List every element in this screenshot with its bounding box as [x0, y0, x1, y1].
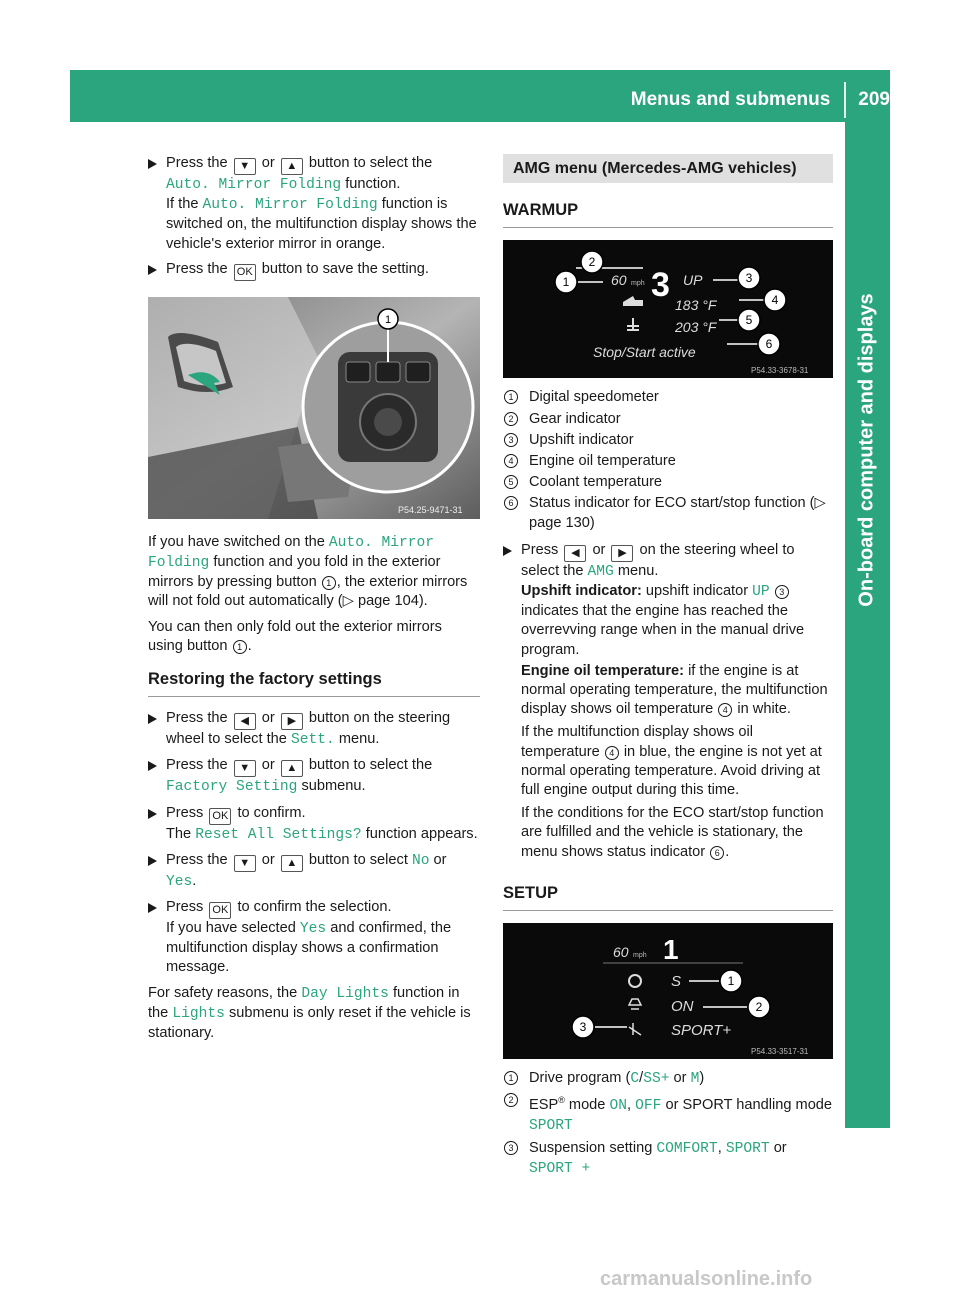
- down-key-icon: ▼: [234, 855, 256, 872]
- menu-code: Reset All Settings?: [195, 826, 362, 843]
- menu-code: UP: [752, 584, 770, 601]
- callout-1-icon: 1: [504, 1071, 518, 1085]
- svg-text:4: 4: [771, 293, 779, 308]
- left-key-icon: ◀: [564, 545, 586, 562]
- coolant-temp-value: 203 °F: [675, 319, 717, 336]
- callout-6-icon: 6: [504, 496, 518, 510]
- menu-code: Yes: [299, 921, 327, 938]
- callout-4-icon: 4: [718, 703, 732, 717]
- legend-item: 2 Gear indicator: [503, 410, 833, 429]
- oil-temp-value: 183 °F: [675, 297, 717, 314]
- step-select-sett-menu: Press the ◀ or ▶ button on the steering wheel to select the Sett. menu.: [148, 709, 480, 750]
- menu-code: Factory Setting: [166, 779, 298, 796]
- side-tab-marker: [849, 1054, 886, 1091]
- side-tab-label: On-board computer and displays: [855, 293, 878, 607]
- upshift-value: UP: [683, 272, 703, 289]
- down-key-icon: ▼: [234, 158, 256, 175]
- display-code: P54.33-3517-31: [751, 1047, 809, 1057]
- step-confirm-selection: Press OK to confirm the selection. If you have selected Yes and confirmed, the multifunction display shows a confirmation message.: [148, 898, 480, 978]
- step-confirm: Press OK to confirm. The Reset All Settings? function appears.: [148, 804, 480, 845]
- esp-value: ON: [671, 998, 694, 1016]
- ok-key-icon: OK: [209, 902, 231, 919]
- menu-code: Auto. Mirror Folding: [166, 177, 342, 193]
- header: [631, 82, 890, 118]
- legend-item: 6 Status indicator for ECO start/stop function (▷ page 130): [503, 494, 833, 532]
- header-separator: [844, 82, 846, 118]
- legend-item: 1 Digital speedometer: [503, 388, 833, 407]
- callout-1-icon: 1: [233, 640, 247, 654]
- callout-5-icon: 5: [504, 475, 518, 489]
- warmup-heading: WARMUP: [503, 201, 833, 228]
- up-key-icon: ▲: [281, 855, 303, 872]
- side-tab: [845, 122, 890, 1128]
- svg-text:5: 5: [745, 313, 753, 328]
- svg-text:3: 3: [745, 271, 753, 286]
- paragraph-safety: For safety reasons, the Day Lights function in the Lights submenu is only reset if the vehicle is stationary.: [148, 984, 471, 1042]
- ok-key-icon: OK: [209, 808, 231, 825]
- gear-value: 1: [663, 934, 679, 966]
- svg-text:1: 1: [562, 275, 570, 290]
- setup-display: [503, 923, 833, 1059]
- callout-6-icon: 6: [710, 846, 724, 860]
- callout-3-icon: 3: [504, 1141, 518, 1155]
- section-box-title: AMG menu (Mercedes-AMG vehicles): [503, 154, 833, 183]
- gear-value: 3: [651, 266, 670, 305]
- paragraph-fold-out: You can then only fold out the exterior mirrors using button 1 .: [148, 618, 442, 654]
- step-select-factory-setting: Press the ▼ or ▲ button to select the Factory Setting submenu.: [148, 756, 480, 797]
- step-save-setting: Press the OK button to save the setting.: [148, 260, 480, 281]
- menu-code: Day Lights: [301, 985, 389, 1002]
- svg-text:2: 2: [755, 1000, 763, 1015]
- left-column: [148, 154, 480, 1049]
- header-title: Menus and submenus: [630, 89, 831, 111]
- callout-2-icon: 2: [504, 1093, 518, 1107]
- svg-text:mph: mph: [633, 952, 647, 960]
- callout-1-icon: 1: [504, 390, 518, 404]
- legend-item: 4 Engine oil temperature: [503, 452, 833, 471]
- menu-code: Auto. Mirror Folding: [202, 197, 378, 214]
- right-key-icon: ▶: [611, 545, 633, 562]
- setup-heading: SETUP: [503, 884, 833, 911]
- svg-text:1: 1: [727, 974, 735, 989]
- ok-key-icon: OK: [234, 264, 256, 281]
- suspension-value: SPORT+: [671, 1022, 732, 1040]
- svg-text:mph: mph: [631, 280, 645, 288]
- svg-text:1: 1: [384, 313, 392, 326]
- menu-code: AMG: [587, 563, 614, 580]
- page-number: 209: [858, 89, 890, 111]
- legend-item: 2 ESP® mode ON, OFF or SPORT handling mode SPORT: [503, 1091, 833, 1136]
- warmup-legend: [503, 388, 833, 532]
- up-key-icon: ▲: [281, 760, 303, 777]
- callout-2-icon: 2: [504, 412, 518, 426]
- svg-text:3: 3: [579, 1020, 587, 1035]
- right-column: [503, 154, 833, 1187]
- status-value: Stop/Start active: [593, 344, 696, 361]
- mirror-switch-photo: [148, 297, 480, 519]
- svg-text:6: 6: [765, 337, 773, 352]
- legend-item: 3 Upshift indicator: [503, 431, 833, 450]
- watermark: carmanualsonline.info: [600, 1268, 813, 1290]
- photo-code: P54.25-9471-31: [398, 504, 463, 515]
- speed-value: 60: [613, 944, 629, 961]
- legend-item: 1 Drive program (C/SS+ or M): [503, 1069, 833, 1089]
- menu-code: No: [411, 852, 430, 869]
- callout-1-icon: 1: [322, 576, 336, 590]
- svg-text:2: 2: [588, 255, 596, 270]
- step-select-amg-menu: Press ◀ or ▶ on the steering wheel to select the AMG menu. Upshift indicator: upshift indicator UP 3 indicates that the engine has reached the overrevving range when in the manual drive program. Engine oil temperature: if the engine is at normal operating temperature, the multifunction display shows oil temperature 4 in white. If the multifunction display shows oil temperature 4 in blue, the engine is not yet at normal operating temperature. Avoid driving at full engine output during this time. If the conditions for the ECO start/stop function are fulfilled and the vehicle is stationary, the menu shows status indicator 6 .: [503, 541, 833, 862]
- callout-4-icon: 4: [504, 454, 518, 468]
- legend-item: 5 Coolant temperature: [503, 473, 833, 492]
- left-key-icon: ◀: [234, 713, 256, 730]
- speed-value: 60: [611, 272, 627, 289]
- right-key-icon: ▶: [281, 713, 303, 730]
- section-heading: Restoring the factory settings: [148, 670, 480, 697]
- menu-code: Lights: [172, 1005, 225, 1022]
- menu-code: Sett.: [290, 732, 335, 749]
- down-key-icon: ▼: [234, 760, 256, 777]
- drive-program-value: S: [671, 973, 682, 991]
- menu-code: Yes: [166, 873, 193, 890]
- callout-3-icon: 3: [504, 433, 518, 447]
- up-key-icon: ▲: [281, 158, 303, 175]
- step-select-no-yes: Press the ▼ or ▲ button to select No or Yes.: [148, 851, 480, 892]
- paragraph-mirror-folding: If you have switched on the Auto. Mirror Folding function and you fold in the exterior mirrors by pressing button 1 , the exterior mirrors will not fold out automatically (▷ page 104).: [148, 533, 468, 610]
- menu-code: Auto. Mirror Folding: [148, 534, 435, 572]
- warmup-display: [503, 240, 833, 378]
- legend-item: 3 Suspension setting COMFORT, SPORT or SPORT +: [503, 1139, 833, 1179]
- display-code: P54.33-3678-31: [751, 366, 809, 376]
- setup-legend: [503, 1069, 833, 1179]
- callout-4-icon: 4: [605, 746, 619, 760]
- callout-3-icon: 3: [775, 585, 789, 599]
- step-select-mirror-folding: Press the ▼ or ▲ button to select the Auto. Mirror Folding function. If the Auto. Mirror Folding function is switched on, the multifunction display shows the vehicle's exterior mirror in orange.: [148, 154, 480, 254]
